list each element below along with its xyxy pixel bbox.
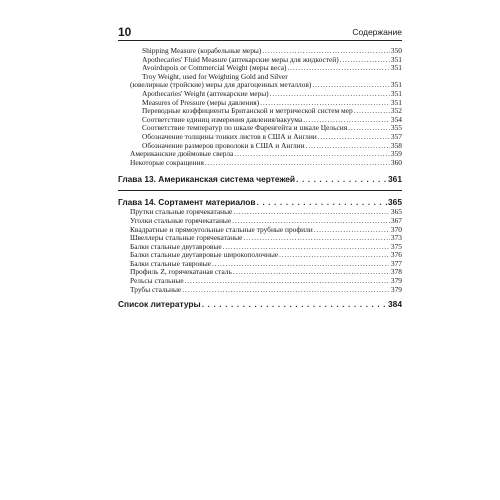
toc-entry[interactable] xyxy=(118,286,402,295)
entry-title: Прутки стальные горячекатаные xyxy=(130,207,233,217)
references-entry[interactable] xyxy=(118,299,402,310)
chapter-title: Глава 14. Сортамент материалов xyxy=(118,197,256,208)
entry-page: 375 xyxy=(390,241,402,251)
entry-title: Measures of Pressure (меры давления) xyxy=(142,97,260,107)
entry-title: Соответствие температур по шкале Фаренгейта и шкале Цельсия xyxy=(142,123,348,133)
chapter-title: Глава 13. Американская система чертежей xyxy=(118,174,296,185)
entry-title: Переводные коэффициенты Британской и метрической систем мер xyxy=(142,106,353,116)
dot-leader xyxy=(182,286,390,295)
dot-leader xyxy=(340,56,390,65)
page-header xyxy=(118,26,402,41)
entry-title: Avoirdupois or Commercial Weight (меры веса) xyxy=(142,63,287,73)
references-title: Список литературы xyxy=(118,299,201,310)
dot-leader xyxy=(270,90,390,99)
dot-leader xyxy=(233,268,390,277)
references-page: 384 xyxy=(388,299,402,310)
entry-title: Трубы стальные xyxy=(130,284,182,294)
dot-leader xyxy=(202,299,387,310)
entry-page: 351 xyxy=(390,88,402,98)
dot-leader xyxy=(306,142,390,151)
entry-title: Apothecaries' Fluid Measure (аптекарские меры для жидкостей) xyxy=(142,54,339,64)
dot-leader xyxy=(296,174,387,185)
entry-page: 359 xyxy=(390,149,402,159)
entry-title: Квадратные и прямоугольные стальные трубные профили xyxy=(130,224,313,234)
entry-page: 350 xyxy=(390,46,402,55)
dot-leader xyxy=(312,81,390,90)
toc-entry[interactable] xyxy=(118,159,402,168)
page-number: 10 xyxy=(118,25,132,39)
dot-leader xyxy=(256,197,387,208)
table-of-contents xyxy=(118,47,402,310)
entry-title: Балки стальные тавровые xyxy=(130,258,211,268)
entry-title: Shipping Measure (корабельные меры) xyxy=(142,46,262,55)
entry-page: 370 xyxy=(390,224,402,234)
entry-page: 355 xyxy=(390,123,402,133)
section-title: Содержание xyxy=(352,27,402,37)
chapter-page: 361 xyxy=(388,174,402,185)
entry-page: 352 xyxy=(390,106,402,116)
entry-page: 365 xyxy=(390,207,402,217)
entry-title: Балки стальные двутавровые широкополочные xyxy=(130,250,279,260)
dot-leader xyxy=(314,226,390,235)
entry-page: 379 xyxy=(390,284,402,294)
entry-title: Профиль Z, горячекатаная сталь xyxy=(130,267,232,277)
entry-title: Рельсы стальные xyxy=(130,276,184,286)
entry-title: Troy Weight, used for Weighting Gold and Silver xyxy=(142,71,288,81)
entry-page: 367 xyxy=(390,215,402,225)
entry-title: Соответствие единиц измерения давления/вакуума xyxy=(142,114,303,124)
entry-title: Балки стальные двутавровые xyxy=(130,241,222,251)
entry-title: Американские дюймовые сверла xyxy=(130,149,234,159)
entry-page: 354 xyxy=(390,114,402,124)
entry-title: Обозначение толщины тонких листов в США и Англии xyxy=(142,131,317,141)
entry-page: 376 xyxy=(390,250,402,260)
entry-page: 377 xyxy=(390,258,402,268)
dot-leader xyxy=(318,133,390,142)
entry-page: 379 xyxy=(390,276,402,286)
dot-leader xyxy=(212,260,390,269)
dot-leader xyxy=(185,277,390,286)
entry-page: 351 xyxy=(390,63,402,73)
entry-page: 351 xyxy=(390,97,402,107)
dot-leader xyxy=(243,234,390,243)
entry-title: Apothecaries' Weight (аптекарские меры) xyxy=(142,88,269,98)
entry-title: Уголки стальные горячекатаные xyxy=(130,215,232,225)
entry-page: 360 xyxy=(390,157,402,167)
top-entries xyxy=(118,47,402,167)
dot-leader xyxy=(354,107,390,116)
dot-leader xyxy=(233,208,390,217)
chapter-13-entry[interactable] xyxy=(118,174,402,191)
entry-page: 351 xyxy=(390,54,402,64)
dot-leader xyxy=(287,64,389,73)
chapter-page: 365 xyxy=(388,197,402,208)
entry-page: 351 xyxy=(390,80,402,90)
dot-leader xyxy=(348,124,390,133)
dot-leader xyxy=(279,251,390,260)
entry-title: Обозначение размеров проволоки в США и Англии xyxy=(142,140,305,150)
entry-title: Некоторые сокращения xyxy=(130,157,204,167)
entry-title: Швеллеры стальные горячекатаные xyxy=(130,233,243,243)
dot-leader xyxy=(205,159,390,168)
entry-title: (ювелирные (тройские) меры для драгоценных металлов) xyxy=(130,80,312,90)
entry-page: 358 xyxy=(390,140,402,150)
dot-leader xyxy=(234,150,390,159)
chapter-14-entries xyxy=(118,208,402,294)
entry-page: 373 xyxy=(390,233,402,243)
entry-page: 357 xyxy=(390,131,402,141)
entry-page: 378 xyxy=(390,267,402,277)
